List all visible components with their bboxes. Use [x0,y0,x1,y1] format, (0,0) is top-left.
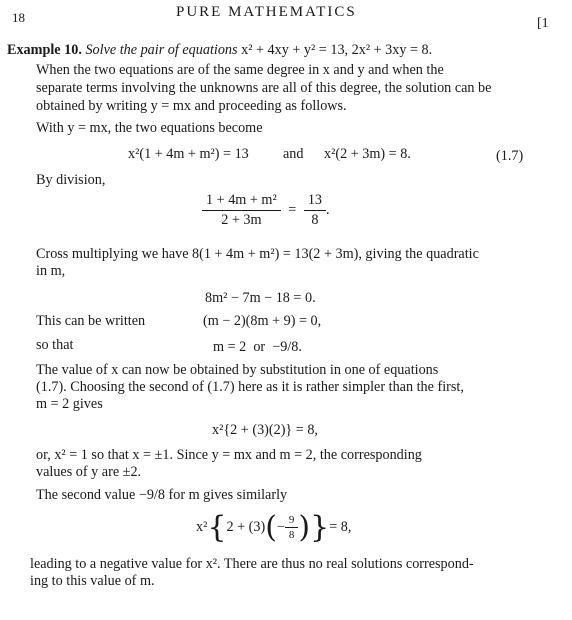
running-title: PURE MATHEMATICS [176,4,357,20]
division-equation [202,192,330,229]
paragraph-line: so that [36,337,74,353]
right-brace: } [310,510,330,545]
paragraph-line: values of y are ±2. [36,464,142,480]
fraction-denominator: 8 [311,212,319,228]
period: . [326,202,330,218]
page-number: 18 [12,10,25,25]
negative-value-equation [196,510,351,545]
paragraph-line: (1.7). Choosing the second of (1.7) here as it is rather simpler than the first, [36,379,464,395]
equals-sign: = [288,202,297,218]
equation-inner-term: 2 + (3) [226,519,266,536]
example-label: Example 10. [7,42,82,58]
fraction-denominator: 8 [288,529,295,542]
factored-equation: (m − 2)(8m + 9) = 0, [203,313,322,329]
division-fraction-rhs [304,192,326,229]
example-prefix: Solve the pair of equations [85,42,238,58]
left-paren: ( [265,510,277,545]
equation-1-7-right: x²(2 + 3m) = 8. [324,146,411,162]
equation-tag-1-7: (1.7) [496,148,524,164]
paragraph-line: ing to this value of m. [30,573,155,589]
paragraph-line: obtained by writing y = mx and proceeding as follows. [36,98,347,114]
paragraph-line: leading to a negative value for x². There are thus no real solutions correspond- [30,556,474,572]
roots-equation: m = 2 or −9/8. [213,339,302,355]
paragraph-line: Cross multiplying we have 8(1 + 4m + m²) = 13(2 + 3m), giving the quadratic [36,246,479,262]
page-edge-mark: [1 [537,16,549,31]
left-brace: { [207,510,227,545]
paragraph-line: With y = mx, the two equations become [36,120,263,136]
fraction-denominator: 2 + 3m [221,212,262,228]
example-equation-2: 2x² + 3xy = 8. [351,42,433,58]
equation-1-7-left: x²(1 + 4m + m²) = 13 [128,146,249,162]
right-paren: ) [298,510,311,545]
division-fraction-lhs [202,192,281,229]
nine-eighths-fraction [285,514,299,541]
paragraph-line: m = 2 gives [36,396,103,412]
paragraph-line: or, x² = 1 so that x = ±1. Since y = mx and m = 2, the corresponding [36,447,422,463]
equation-lhs-x-squared: x² [196,519,208,536]
substitution-equation: x²{2 + (3)(2)} = 8, [212,422,318,438]
paragraph-line: The second value −9/8 for m gives similarly [36,487,288,503]
equation-rhs: = 8, [329,519,352,536]
paragraph-line: The value of x can now be obtained by substitution in one of equations [36,362,439,378]
paragraph-line: This can be written [36,313,146,329]
paragraph-line: separate terms involving the unknowns are all of this degree, the solution can be [36,80,492,96]
fraction-numerator: 9 [285,514,299,528]
paragraph-line: By division, [36,172,106,188]
paragraph-line: When the two equations are of the same degree in x and y and when the [36,62,444,78]
fraction-numerator: 13 [304,192,326,211]
equation-1-7-and: and [283,146,304,162]
example-equation-1: x² + 4xy + y² = 13, [241,42,349,58]
fraction-numerator: 1 + 4m + m² [202,192,281,211]
example-statement [7,42,432,59]
minus-sign: − [276,519,285,536]
quadratic-equation: 8m² − 7m − 18 = 0. [205,290,316,306]
paragraph-line: in m, [36,263,66,279]
